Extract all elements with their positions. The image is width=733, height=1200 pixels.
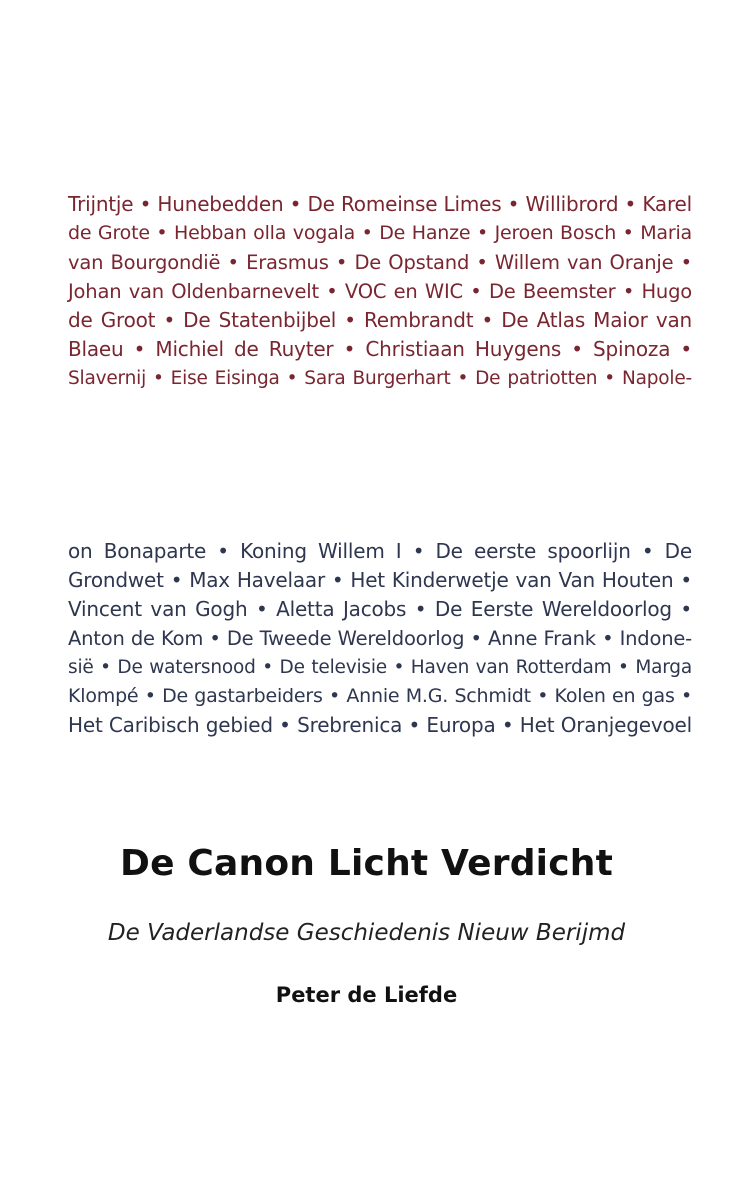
canon-line: Klompé • De gastarbeiders • Annie M.G. Schmidt • Kolen en gas • xyxy=(68,685,692,707)
canon-line: on Bonaparte • Koning Willem I • De eerste spoorlijn • De xyxy=(68,539,692,563)
canon-line: Johan van Oldenbarnevelt • VOC en WIC • De Beemster • Hugo xyxy=(68,280,692,303)
book-subtitle: De Vaderlandse Geschiedenis Nieuw Berijmd xyxy=(107,920,626,946)
canon-line: sië • De watersnood • De televisie • Haven van Rotterdam • Marga xyxy=(68,657,692,678)
canon-line: Het Caribisch gebied • Srebrenica • Europa • Het Oranjegevoel xyxy=(68,713,692,737)
canon-topics-red xyxy=(68,190,692,393)
canon-line: Blaeu • Michiel de Ruyter • Christiaan Huygens • Spinoza • xyxy=(68,337,692,361)
canon-line: Slavernij • Eise Eisinga • Sara Burgerhart • De patriotten • Napole- xyxy=(68,368,692,389)
canon-line: Trijntje • Hunebedden • De Romeinse Limes • Willibrord • Karel xyxy=(68,192,692,216)
canon-line: de Groot • De Statenbijbel • Rembrandt • De Atlas Maior van xyxy=(68,308,692,332)
book-title: De Canon Licht Verdicht xyxy=(119,843,613,884)
book-author: Peter de Liefde xyxy=(275,983,458,1007)
canon-line: Vincent van Gogh • Aletta Jacobs • De Eerste Wereldoorlog • xyxy=(68,597,692,621)
canon-line: de Grote • Hebban olla vogala • De Hanze • Jeroen Bosch • Maria xyxy=(68,222,692,244)
canon-line: Anton de Kom • De Tweede Wereldoorlog • Anne Frank • Indone- xyxy=(68,627,692,650)
canon-line: van Bourgondië • Erasmus • De Opstand • Willem van Oranje • xyxy=(68,251,692,274)
canon-line: Grondwet • Max Havelaar • Het Kinderwetje van Van Houten • xyxy=(68,568,692,592)
canon-topics-blue xyxy=(68,537,692,740)
